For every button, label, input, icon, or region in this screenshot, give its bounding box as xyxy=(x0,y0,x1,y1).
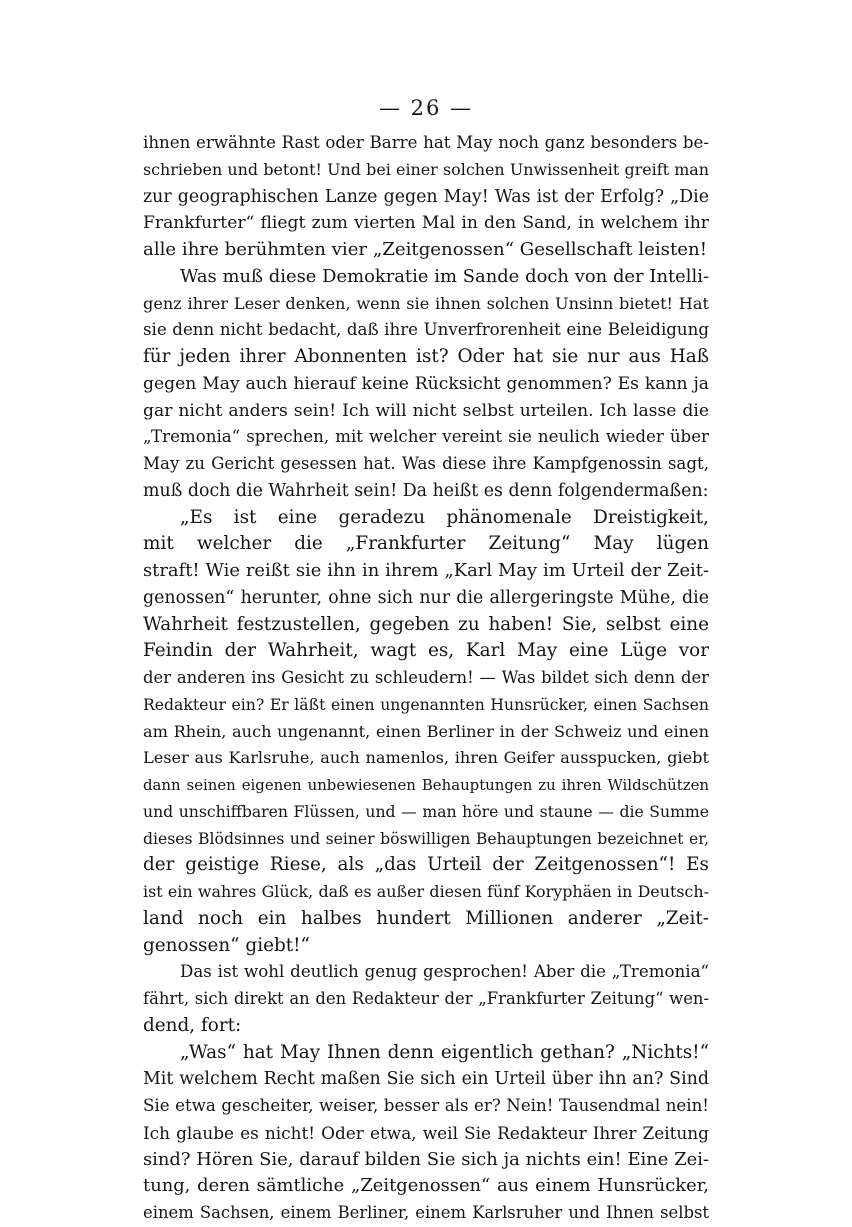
text-line: Redakteur ein? Er läßt einen ungenannten Hunsrücker, einen Sachsen xyxy=(143,694,709,714)
text-line: der geistige Riese, als „das Urteil der Zeitgenossen“! Es xyxy=(143,854,709,876)
text-line: Ich glaube es nicht! Oder etwa, weil Sie Redakteur Ihrer Zeitung xyxy=(143,1122,709,1143)
text-line: schrieben und betont! Und bei einer solchen Unwissenheit greift man xyxy=(143,159,709,179)
text-line: ihnen erwähnte Rast oder Barre hat May noch ganz besonders be- xyxy=(143,133,709,152)
text-line: May zu Gericht gesessen hat. Was diese ihre Kampfgenossin sagt, xyxy=(143,454,709,473)
text-line: Feindin der Wahrheit, wagt es, Karl May eine Lüge vor xyxy=(143,640,709,662)
text-line: genossen“ giebt!“ xyxy=(143,934,310,956)
text-line: tung, deren sämtliche „Zeitgenossen“ aus einem Hunsrücker, xyxy=(143,1175,709,1197)
page-number: — 26 — xyxy=(378,96,474,120)
text-line: Leser aus Karlsruhe, auch namenlos, ihren Geifer ausspucken, giebt xyxy=(143,748,709,768)
text-line: Frankfurter“ fliegt zum vierten Mal in den Sand, in welchem ihr xyxy=(143,213,709,234)
text-line: „Tremonia“ sprechen, mit welcher vereint sie neulich wieder über xyxy=(143,427,709,447)
text-line: sind? Hören Sie, darauf bilden Sie sich ja nichts ein! Eine Zei- xyxy=(143,1148,709,1170)
text-line: ist ein wahres Glück, daß es außer diesen fünf Koryphäen in Deutsch- xyxy=(143,882,709,901)
text-line: und unschiffbaren Flüssen, und — man höre und staune — die Summe xyxy=(143,801,709,821)
text-line: genossen“ herunter, ohne sich nur die allergeringste Mühe, die xyxy=(143,587,709,608)
body-text xyxy=(143,130,709,1227)
text-line: sie denn nicht bedacht, daß ihre Unverfrorenheit eine Beleidigung xyxy=(143,320,709,340)
text-line: dend, fort: xyxy=(143,1014,242,1036)
text-line: dieses Blödsinnes und seiner böswilligen Behauptungen bezeichnet er, xyxy=(143,828,709,848)
text-line: dann seinen eigenen unbewiesenen Behauptungen zu ihren Wildschützen xyxy=(143,776,709,794)
text-line: gar nicht anders sein! Ich will nicht selbst urteilen. Ich lasse die xyxy=(143,400,709,421)
text-line: genz ihrer Leser denken, wenn sie ihnen solchen Unsinn bietet! Hat xyxy=(143,293,709,313)
text-line: gegen May auch hierauf keine Rücksicht genommen? Es kann ja xyxy=(143,373,709,394)
text-line: Wahrheit festzustellen, gegeben zu haben! Sie, selbst eine xyxy=(143,613,709,635)
text-line: Sie etwa gescheiter, weiser, besser als er? Nein! Tausendmal nein! xyxy=(143,1096,709,1115)
text-line: muß doch die Wahrheit sein! Da heißt es denn folgendermaßen: xyxy=(143,480,709,501)
text-line: „Es ist eine geradezu phänomenale Dreistigkeit, xyxy=(180,506,709,528)
text-line: Was muß diese Demokratie im Sande doch von der Intelli- xyxy=(180,265,709,287)
text-line: mit welcher die „Frankfurter Zeitung“ May lügen xyxy=(143,533,709,555)
text-line: für jeden ihrer Abonnenten ist? Oder hat sie nur aus Haß xyxy=(143,346,709,367)
text-line: „Was“ hat May Ihnen denn eigentlich gethan? „Nichts!“ xyxy=(180,1041,709,1063)
text-line: am Rhein, auch ungenannt, einen Berliner in der Schweiz und einen xyxy=(143,721,709,741)
text-line: land noch ein halbes hundert Millionen anderer „Zeit- xyxy=(143,907,709,929)
text-line: straft! Wie reißt sie ihn in ihrem „Karl May im Urteil der Zeit- xyxy=(143,560,709,581)
text-line: Mit welchem Recht maßen Sie sich ein Urteil über ihn an? Sind xyxy=(143,1069,709,1090)
text-line: alle ihre berühmten vier „Zeitgenossen“ Gesellschaft leisten! xyxy=(143,239,707,260)
text-line: Das ist wohl deutlich genug gesprochen! Aber die „Tremonia“ xyxy=(180,962,709,982)
text-line: einem Sachsen, einem Berliner, einem Karlsruher und Ihnen selbst xyxy=(143,1203,709,1222)
text-line: fährt, sich direkt an den Redakteur der „Frankfurter Zeitung“ wen- xyxy=(143,989,709,1008)
text-line: zur geographischen Lanze gegen May! Was ist der Erfolg? „Die xyxy=(143,186,709,207)
text-line: der anderen ins Gesicht zu schleudern! — Was bildet sich denn der xyxy=(143,668,709,687)
